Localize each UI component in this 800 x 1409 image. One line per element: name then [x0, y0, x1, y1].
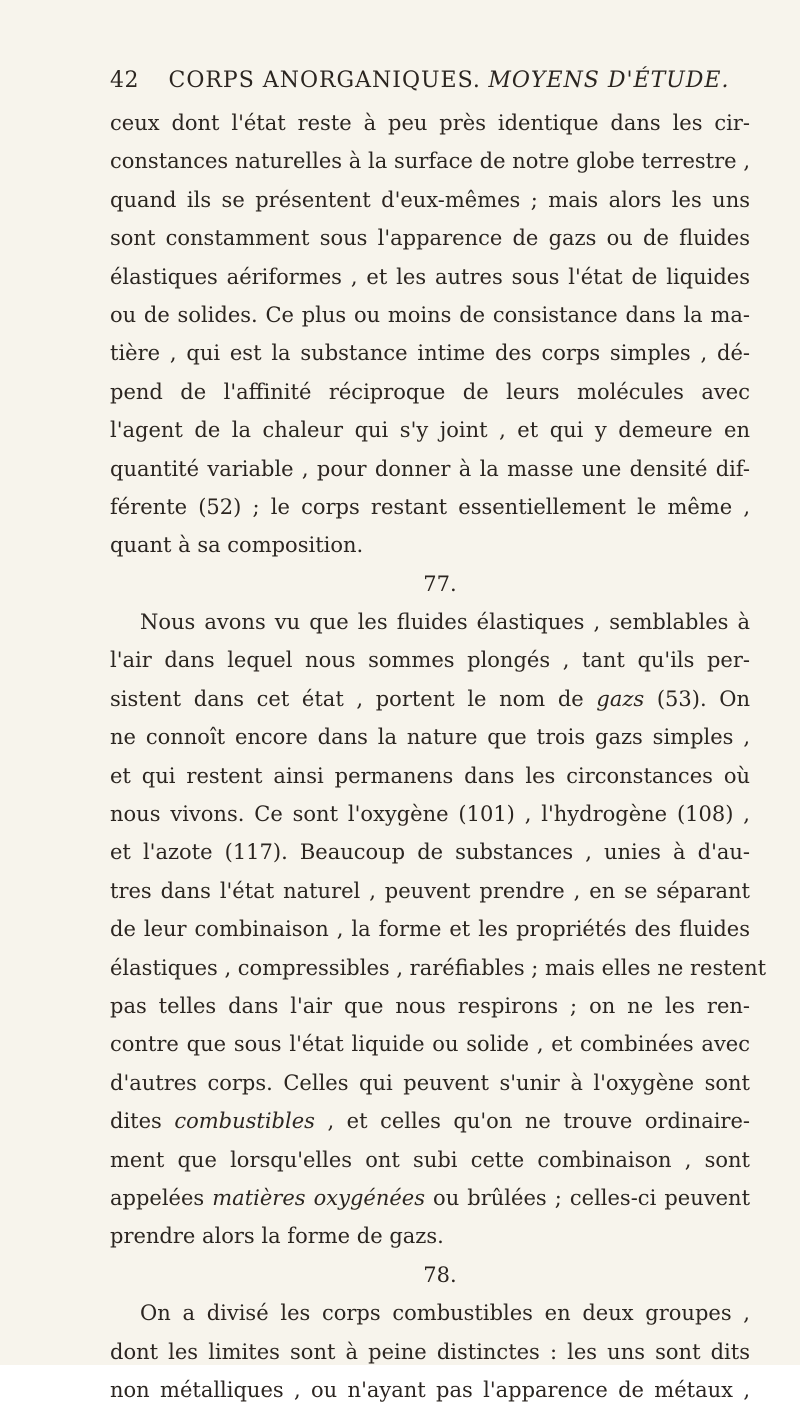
text-line: élastiques aériformes , et les autres sous l'état de liquides: [110, 264, 750, 289]
text-span: appelées: [110, 1185, 213, 1210]
section-number-77: 77.: [423, 571, 457, 596]
text-line: d'autres corps. Celles qui peuvent s'unir à l'oxygène sont: [110, 1070, 750, 1095]
text-line: et qui restent ainsi permanens dans les circonstances où: [110, 763, 750, 788]
text-line: non métalliques , ou n'ayant pas l'apparence de métaux ,: [110, 1377, 750, 1402]
term-italic: combustibles: [174, 1109, 315, 1134]
running-subtitle: MOYENS D'ÉTUDE.: [488, 68, 730, 93]
text-line: l'agent de la chaleur qui s'y joint , et qui y demeure en: [110, 418, 750, 443]
text-line: l'air dans lequel nous sommes plongés , tant qu'ils per-: [110, 648, 750, 673]
term-italic: matières oxygénées: [212, 1185, 425, 1210]
text-line: quand ils se présentent d'eux-mêmes ; mais alors les uns: [110, 187, 750, 212]
text-line: pas telles dans l'air que nous respirons ; on ne les ren-: [110, 993, 750, 1018]
text-line: contre que sous l'état liquide ou solide , et combinées avec: [110, 1032, 750, 1057]
text-line: ceux dont l'état reste à peu près identique dans les cir-: [110, 111, 750, 135]
text-line: ne connoît encore dans la nature que trois gazs simples ,: [110, 725, 750, 750]
paragraph-continued: [110, 104, 750, 565]
text-line: ou de solides. Ce plus ou moins de consistance dans la ma-: [110, 302, 750, 327]
text-line: [110, 680, 750, 718]
text-span: , et celles qu'on ne trouve ordinaire-: [314, 1109, 750, 1134]
text-line: sont constamment sous l'apparence de gazs ou de fluides: [110, 226, 750, 251]
text-line: quant à sa composition.: [110, 533, 364, 558]
paragraph-77: [110, 603, 767, 1256]
text-line: ment que lorsqu'elles ont subi cette combinaison , sont: [110, 1147, 750, 1172]
term-italic: gazs: [596, 686, 645, 711]
text-line: prendre alors la forme de gazs.: [110, 1224, 444, 1249]
paragraph-78: [110, 1294, 750, 1409]
text-line: tres dans l'état naturel , peuvent prendre , en se séparant: [110, 878, 750, 903]
text-line: dont les limites sont à peine distinctes : les uns sont dits: [110, 1339, 750, 1364]
text-line: Nous avons vu que les fluides élastiques , semblables à: [140, 610, 750, 635]
text-line: constances naturelles à la surface de notre globe terrestre ,: [110, 149, 750, 174]
section-number-78: 78.: [423, 1262, 457, 1287]
text-span: dites: [110, 1109, 175, 1134]
running-header: [110, 68, 750, 100]
text-line: et l'azote (117). Beaucoup de substances , unies à d'au-: [110, 840, 750, 865]
text-line: [110, 1102, 750, 1140]
page-body: [110, 104, 767, 1409]
text-span: (53). On: [644, 686, 751, 711]
text-line: On a divisé les corps combustibles en deux groupes ,: [140, 1301, 750, 1326]
text-line: férente (52) ; le corps restant essentiellement le même ,: [110, 494, 750, 519]
text-span: ou brûlées ; celles-ci peuvent: [424, 1185, 751, 1210]
running-title: CORPS ANORGANIQUES.: [168, 68, 481, 93]
text-line: nous vivons. Ce sont l'oxygène (101) , l'hydrogène (108) ,: [110, 802, 750, 827]
text-line: [110, 1179, 750, 1217]
text-span: sistent dans cet état , portent le nom de: [110, 686, 597, 711]
text-line: élastiques , compressibles , raréfiables ; mais elles ne restent: [110, 955, 767, 980]
text-line: tière , qui est la substance intime des corps simples , dé-: [110, 341, 750, 366]
text-line: de leur combinaison , la forme et les propriétés des fluides: [110, 917, 750, 942]
text-line: quantité variable , pour donner à la masse une densité dif-: [110, 456, 750, 481]
text-line: pend de l'affinité réciproque de leurs molécules avec: [110, 379, 750, 404]
page-number: 42: [110, 68, 139, 93]
